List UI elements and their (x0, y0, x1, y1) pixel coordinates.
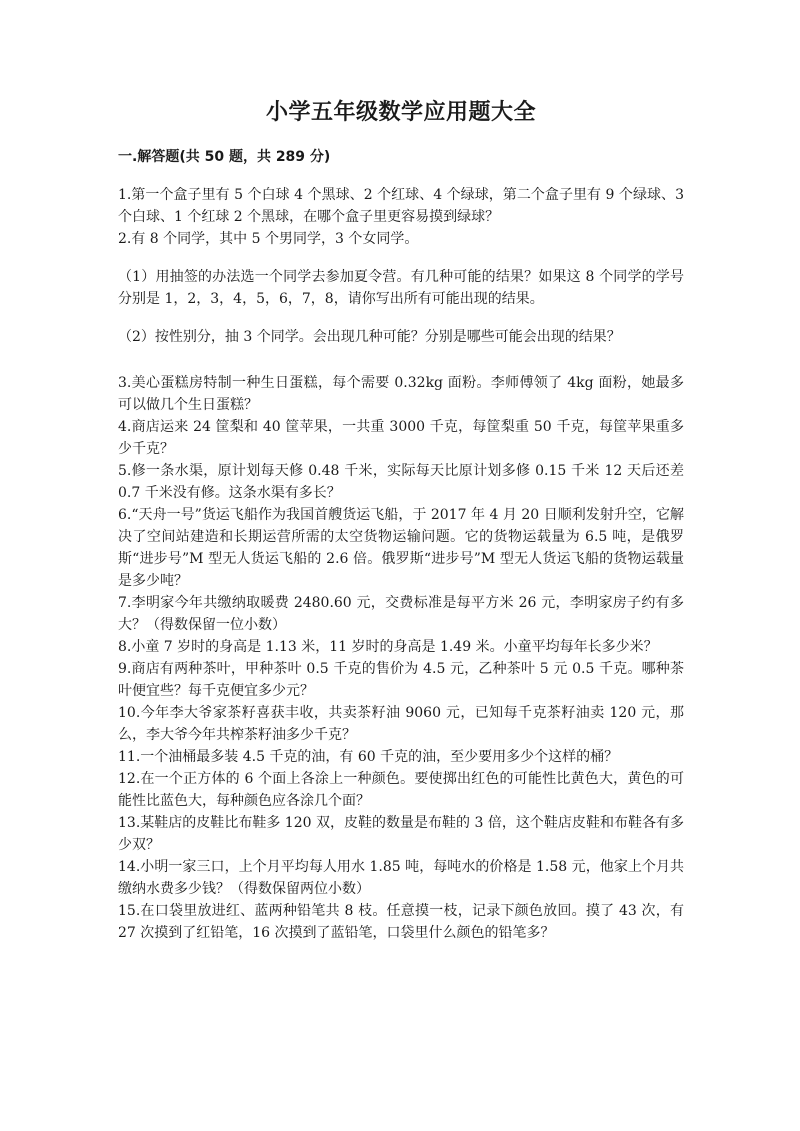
question-4: 4.商店运来 24 筐梨和 40 筐苹果，一共重 3000 千克，每筐梨重 50 千克，每筐苹果重多少千克？ (118, 419, 684, 457)
question-7: 7.李明家今年共缴纳取暖费 2480.60 元，交费标准是每平方米 26 元，李明家房子约有多大？（得数保留一位小数） (118, 595, 684, 633)
question-10: 10.今年李大爷家茶籽喜获丰收，共卖茶籽油 9060 元，已知每千克茶籽油卖 120 元，那么，李大爷今年共榨茶籽油多少千克？ (118, 705, 684, 743)
question-13: 13.某鞋店的皮鞋比布鞋多 120 双，皮鞋的数量是布鞋的 3 倍，这个鞋店皮鞋和布鞋各有多少双？ (118, 815, 684, 853)
section-heading: 一.解答题(共 50 题，共 289 分) (118, 149, 331, 165)
question-9: 9.商店有两种茶叶，甲种茶叶 0.5 千克的售价为 4.5 元，乙种茶叶 5 元 0.5 千克。哪种茶叶便宜些？每千克便宜多少元？ (118, 661, 684, 699)
question-12: 12.在一个正方体的 6 个面上各涂上一种颜色。要使掷出红色的可能性比黄色大，黄色的可能性比蓝色大，每种颜色应各涂几个面？ (118, 771, 684, 809)
question-5: 5.修一条水渠，原计划每天修 0.48 千米，实际每天比原计划多修 0.15 千米 12 天后还差 0.7 千米没有修。这条水渠有多长？ (118, 463, 684, 501)
question-1: 1.第一个盒子里有 5 个白球 4 个黑球、2 个红球、4 个绿球，第二个盒子里有 9 个绿球、3 个白球、1 个红球 2 个黑球，在哪个盒子里更容易摸到绿球？ (118, 187, 684, 225)
question-3: 3.美心蛋糕房特制一种生日蛋糕，每个需要 0.32kg 面粉。李师傅领了 4kg 面粉，她最多可以做几个生日蛋糕？ (118, 375, 684, 413)
question-list (118, 184, 684, 944)
question-2: 2.有 8 个同学，其中 5 个男同学，3 个女同学。 (118, 231, 419, 247)
question-6: 6.“天舟一号”货运飞船作为我国首艘货运飞船，于 2017 年 4 月 20 日顺利发射升空，它解决了空间站建造和长期运营所需的太空货物运输问题。它的货物运载量为 6.5 吨，是俄罗斯“进步号”M 型无人货运飞船的 2.6 倍。俄罗斯“进步号”M 型无人货运飞船的货物运载量是多少吨？ (118, 507, 684, 589)
document-title: 小学五年级数学应用题大全 (265, 100, 536, 125)
question-8: 8.小童 7 岁时的身高是 1.13 米，11 岁时的身高是 1.49 米。小童平均每年长多少米？ (118, 639, 658, 655)
question-2-part-1: （1）用抽签的办法选一个同学去参加夏令营。有几种可能的结果？如果这 8 个同学的学号分别是 1，2，3，4，5，6，7，8，请你写出所有可能出现的结果。 (118, 269, 684, 307)
question-11: 11.一个油桶最多装 4.5 千克的油，有 60 千克的油，至少要用多少个这样的桶？ (118, 749, 619, 765)
question-15: 15.在口袋里放进红、蓝两种铅笔共 8 枝。任意摸一枝，记录下颜色放回。摸了 43 次，有 27 次摸到了红铅笔，16 次摸到了蓝铅笔，口袋里什么颜色的铅笔多？ (118, 903, 684, 941)
question-14: 14.小明一家三口，上个月平均每人用水 1.85 吨，每吨水的价格是 1.58 元，他家上个月共缴纳水费多少钱？（得数保留两位小数） (118, 859, 684, 897)
question-2-part-2: （2）按性别分，抽 3 个同学。会出现几种可能？分别是哪些可能会出现的结果？ (118, 329, 621, 345)
